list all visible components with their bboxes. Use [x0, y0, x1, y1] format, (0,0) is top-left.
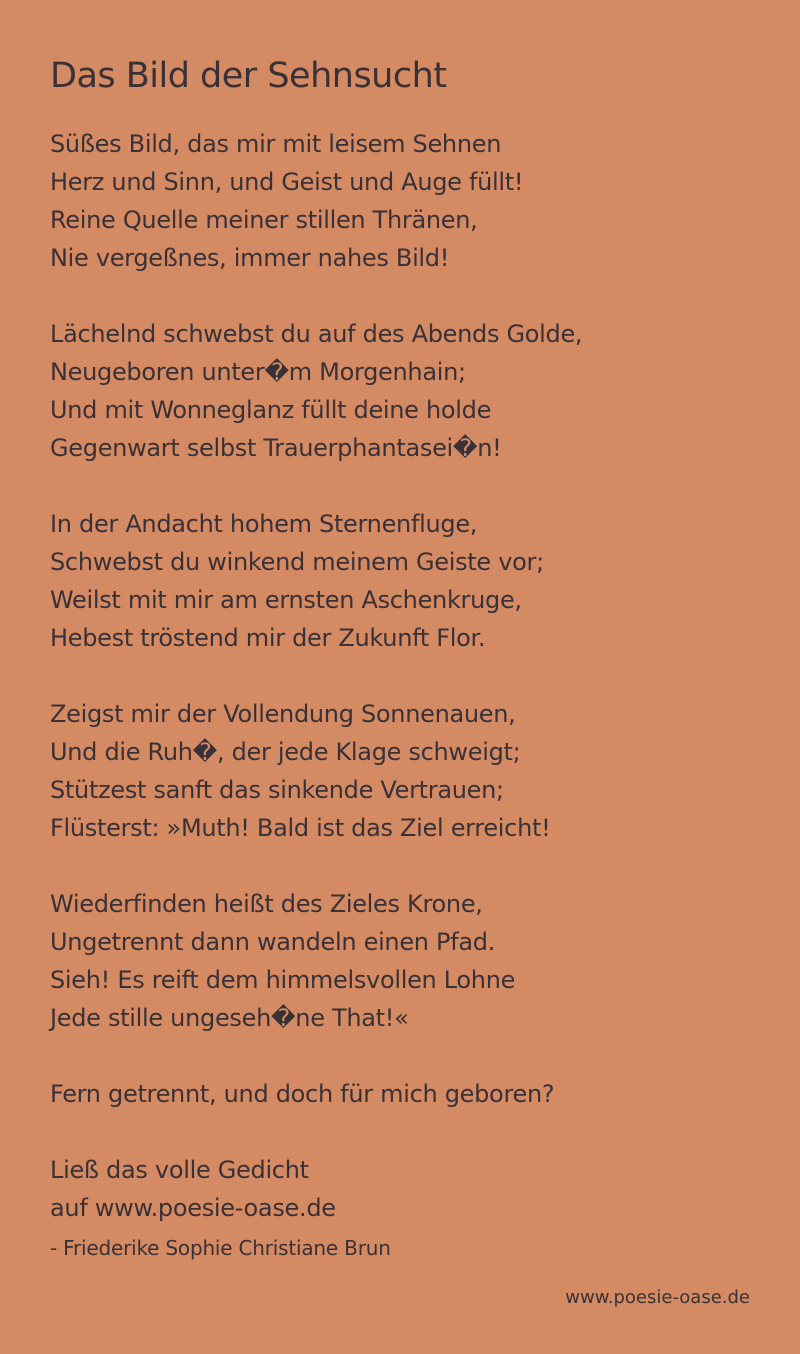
stanza-gap: [50, 847, 770, 885]
stanza-gap: [50, 1113, 770, 1151]
stanza-4: [50, 695, 770, 847]
poem-line: Schwebst du winkend meinem Geiste vor;: [50, 548, 544, 576]
poem-line: Ungetrennt dann wandeln einen Pfad.: [50, 928, 496, 956]
poem-line: In der Andacht hohem Sternenfluge,: [50, 510, 478, 538]
stanza-5: [50, 885, 770, 1037]
poem-line: Nie vergeßnes, immer nahes Bild!: [50, 244, 450, 272]
footer-url: www.poesie-oase.de: [565, 1287, 750, 1308]
poem-line: Jede stille ungeseh�ne That!«: [50, 1004, 409, 1032]
poem-line: Süßes Bild, das mir mit leisem Sehnen: [50, 130, 502, 158]
poem-line: Weilst mit mir am ernsten Aschenkruge,: [50, 586, 522, 614]
stanza-gap: [50, 277, 770, 315]
full-poem-note-line: Ließ das volle Gedicht: [50, 1156, 309, 1184]
stanza-1: [50, 125, 770, 277]
poem-line: Wiederfinden heißt des Zieles Krone,: [50, 890, 483, 918]
poem-line: Und die Ruh�, der jede Klage schweigt;: [50, 738, 521, 766]
poem-line: Gegenwart selbst Trauerphantasei�n!: [50, 434, 502, 462]
stanza-gap: [50, 1037, 770, 1075]
poem-line: Sieh! Es reift dem himmelsvollen Lohne: [50, 966, 516, 994]
poem-line: Hebest tröstend mir der Zukunft Flor.: [50, 624, 486, 652]
stanza-gap: [50, 467, 770, 505]
stanza-2: [50, 315, 770, 467]
poem-line: Flüsterst: »Muth! Bald ist das Ziel erreicht!: [50, 814, 551, 842]
poem-title: Das Bild der Sehnsucht: [50, 56, 447, 96]
poem-line: Neugeboren unter�m Morgenhain;: [50, 358, 466, 386]
poem-line: Und mit Wonneglanz füllt deine holde: [50, 396, 492, 424]
poem-body: [50, 125, 770, 1263]
stanza-6: [50, 1075, 770, 1113]
poem-author: - Friederike Sophie Christiane Brun: [50, 1236, 391, 1260]
poem-line: Stützest sanft das sinkende Vertrauen;: [50, 776, 504, 804]
full-poem-note-line: auf www.poesie-oase.de: [50, 1194, 336, 1222]
stanza-gap: [50, 657, 770, 695]
poem-line: Reine Quelle meiner stillen Thränen,: [50, 206, 478, 234]
poem-line: Lächelnd schwebst du auf des Abends Golde,: [50, 320, 583, 348]
full-poem-note: [50, 1151, 770, 1227]
poem-line: Zeigst mir der Vollendung Sonnenauen,: [50, 700, 516, 728]
stanza-3: [50, 505, 770, 657]
poem-line: Fern getrennt, und doch für mich geboren?: [50, 1080, 555, 1108]
poem-line: Herz und Sinn, und Geist und Auge füllt!: [50, 168, 524, 196]
